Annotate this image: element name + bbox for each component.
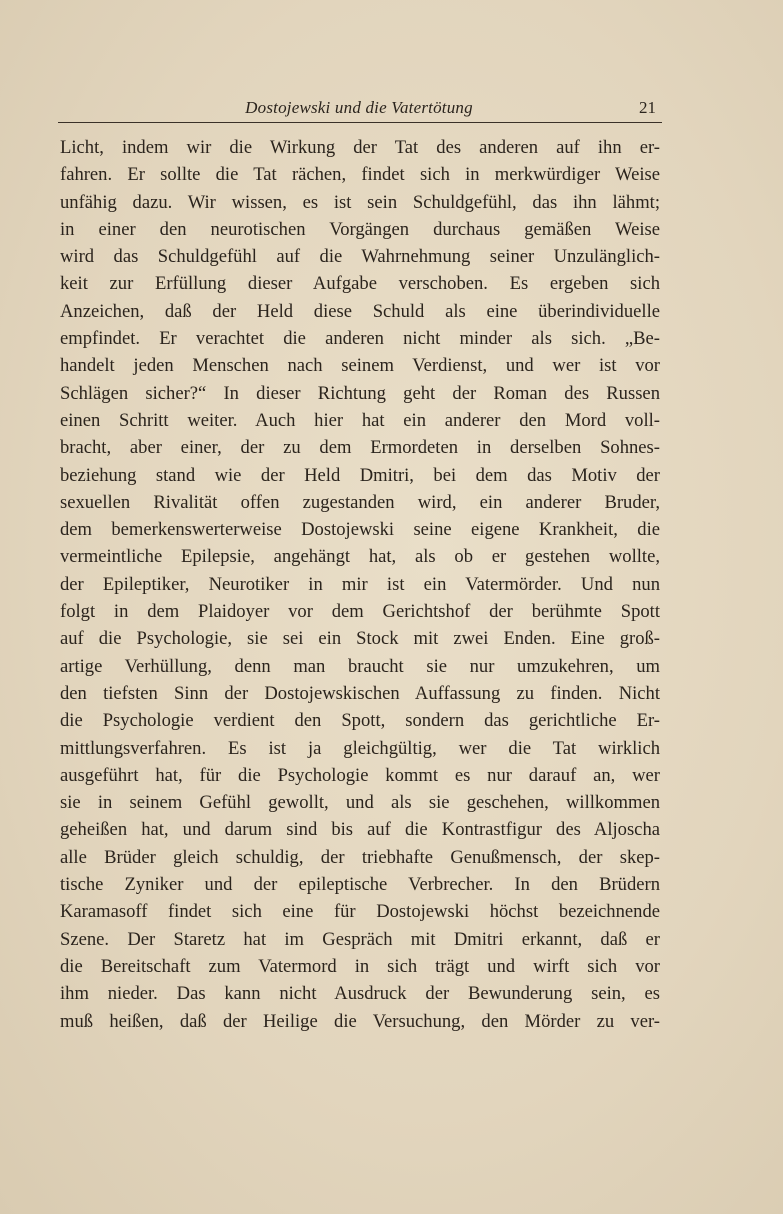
text-line: Szene. Der Staretz hat im Gespräch mit Dmitri erkannt, daß er bbox=[60, 928, 660, 950]
text-line: unfähig dazu. Wir wissen, es ist sein Schuldgefühl, das ihn lähmt; bbox=[60, 191, 660, 213]
running-head bbox=[58, 96, 660, 122]
text-line: tische Zyniker und der epileptische Verbrecher. In den Brüdern bbox=[60, 874, 660, 896]
text-line: empfindet. Er verachtet die anderen nicht minder als sich. „Be- bbox=[60, 328, 660, 350]
text-line: sexuellen Rivalität offen zugestanden wird, ein anderer Bruder, bbox=[60, 491, 660, 513]
text-line: artige Verhüllung, denn man braucht sie nur umzukehren, um bbox=[60, 655, 660, 677]
text-line: keit zur Erfüllung dieser Aufgabe verschoben. Es ergeben sich bbox=[60, 273, 660, 295]
page-number: 21 bbox=[639, 98, 656, 117]
text-line: sie in seinem Gefühl gewollt, und als sie geschehen, willkommen bbox=[60, 792, 660, 814]
text-line: Anzeichen, daß der Held diese Schuld als eine überindividuelle bbox=[60, 300, 660, 322]
text-line: die Psychologie verdient den Spott, sondern das gerichtliche Er- bbox=[60, 710, 660, 732]
text-line: mittlungsverfahren. Es ist ja gleichgültig, wer die Tat wirklich bbox=[60, 737, 660, 759]
text-line: einen Schritt weiter. Auch hier hat ein anderer den Mord voll- bbox=[60, 409, 660, 431]
text-line: Karamasoff findet sich eine für Dostojewski höchst bezeichnende bbox=[60, 901, 660, 923]
text-line: beziehung stand wie der Held Dmitri, bei dem das Motiv der bbox=[60, 464, 660, 486]
text-line: Schlägen sicher?“ In dieser Richtung geht der Roman des Russen bbox=[60, 382, 660, 404]
text-line: ihm nieder. Das kann nicht Ausdruck der Bewunderung sein, es bbox=[60, 983, 660, 1005]
text-line: fahren. Er sollte die Tat rächen, findet sich in merkwürdiger Weise bbox=[60, 164, 660, 186]
text-line: der Epileptiker, Neurotiker in mir ist ein Vatermörder. Und nun bbox=[60, 573, 660, 595]
text-line: dem bemerkenswerterweise Dostojewski seine eigene Krankheit, die bbox=[60, 519, 660, 541]
header-rule bbox=[58, 122, 662, 123]
text-line: geheißen hat, und darum sind bis auf die Kontrastfigur des Aljoscha bbox=[60, 819, 660, 841]
text-line: alle Brüder gleich schuldig, der triebhafte Genußmensch, der skep- bbox=[60, 846, 660, 868]
running-title: Dostojewski und die Vatertötung bbox=[245, 98, 473, 117]
body-text bbox=[60, 134, 660, 1035]
text-line: wird das Schuldgefühl auf die Wahrnehmung seiner Unzulänglich- bbox=[60, 246, 660, 268]
text-line: den tiefsten Sinn der Dostojewskischen Auffassung zu finden. Nicht bbox=[60, 682, 660, 704]
text-line: auf die Psychologie, sie sei ein Stock mit zwei Enden. Eine groß- bbox=[60, 628, 660, 650]
text-line: vermeintliche Epilepsie, angehängt hat, als ob er gestehen wollte, bbox=[60, 546, 660, 568]
text-line: folgt in dem Plaidoyer vor dem Gerichtshof der berühmte Spott bbox=[60, 601, 660, 623]
text-line: die Bereitschaft zum Vatermord in sich trägt und wirft sich vor bbox=[60, 955, 660, 977]
text-line: in einer den neurotischen Vorgängen durchaus gemäßen Weise bbox=[60, 218, 660, 240]
text-line: ausgeführt hat, für die Psychologie kommt es nur darauf an, wer bbox=[60, 764, 660, 786]
text-line: handelt jeden Menschen nach seinem Verdienst, und wer ist vor bbox=[60, 355, 660, 377]
text-line: muß heißen, daß der Heilige die Versuchung, den Mörder zu ver- bbox=[60, 1010, 660, 1032]
text-line: bracht, aber einer, der zu dem Ermordeten in derselben Sohnes- bbox=[60, 437, 660, 459]
text-line: Licht, indem wir die Wirkung der Tat des anderen auf ihn er- bbox=[60, 137, 660, 158]
